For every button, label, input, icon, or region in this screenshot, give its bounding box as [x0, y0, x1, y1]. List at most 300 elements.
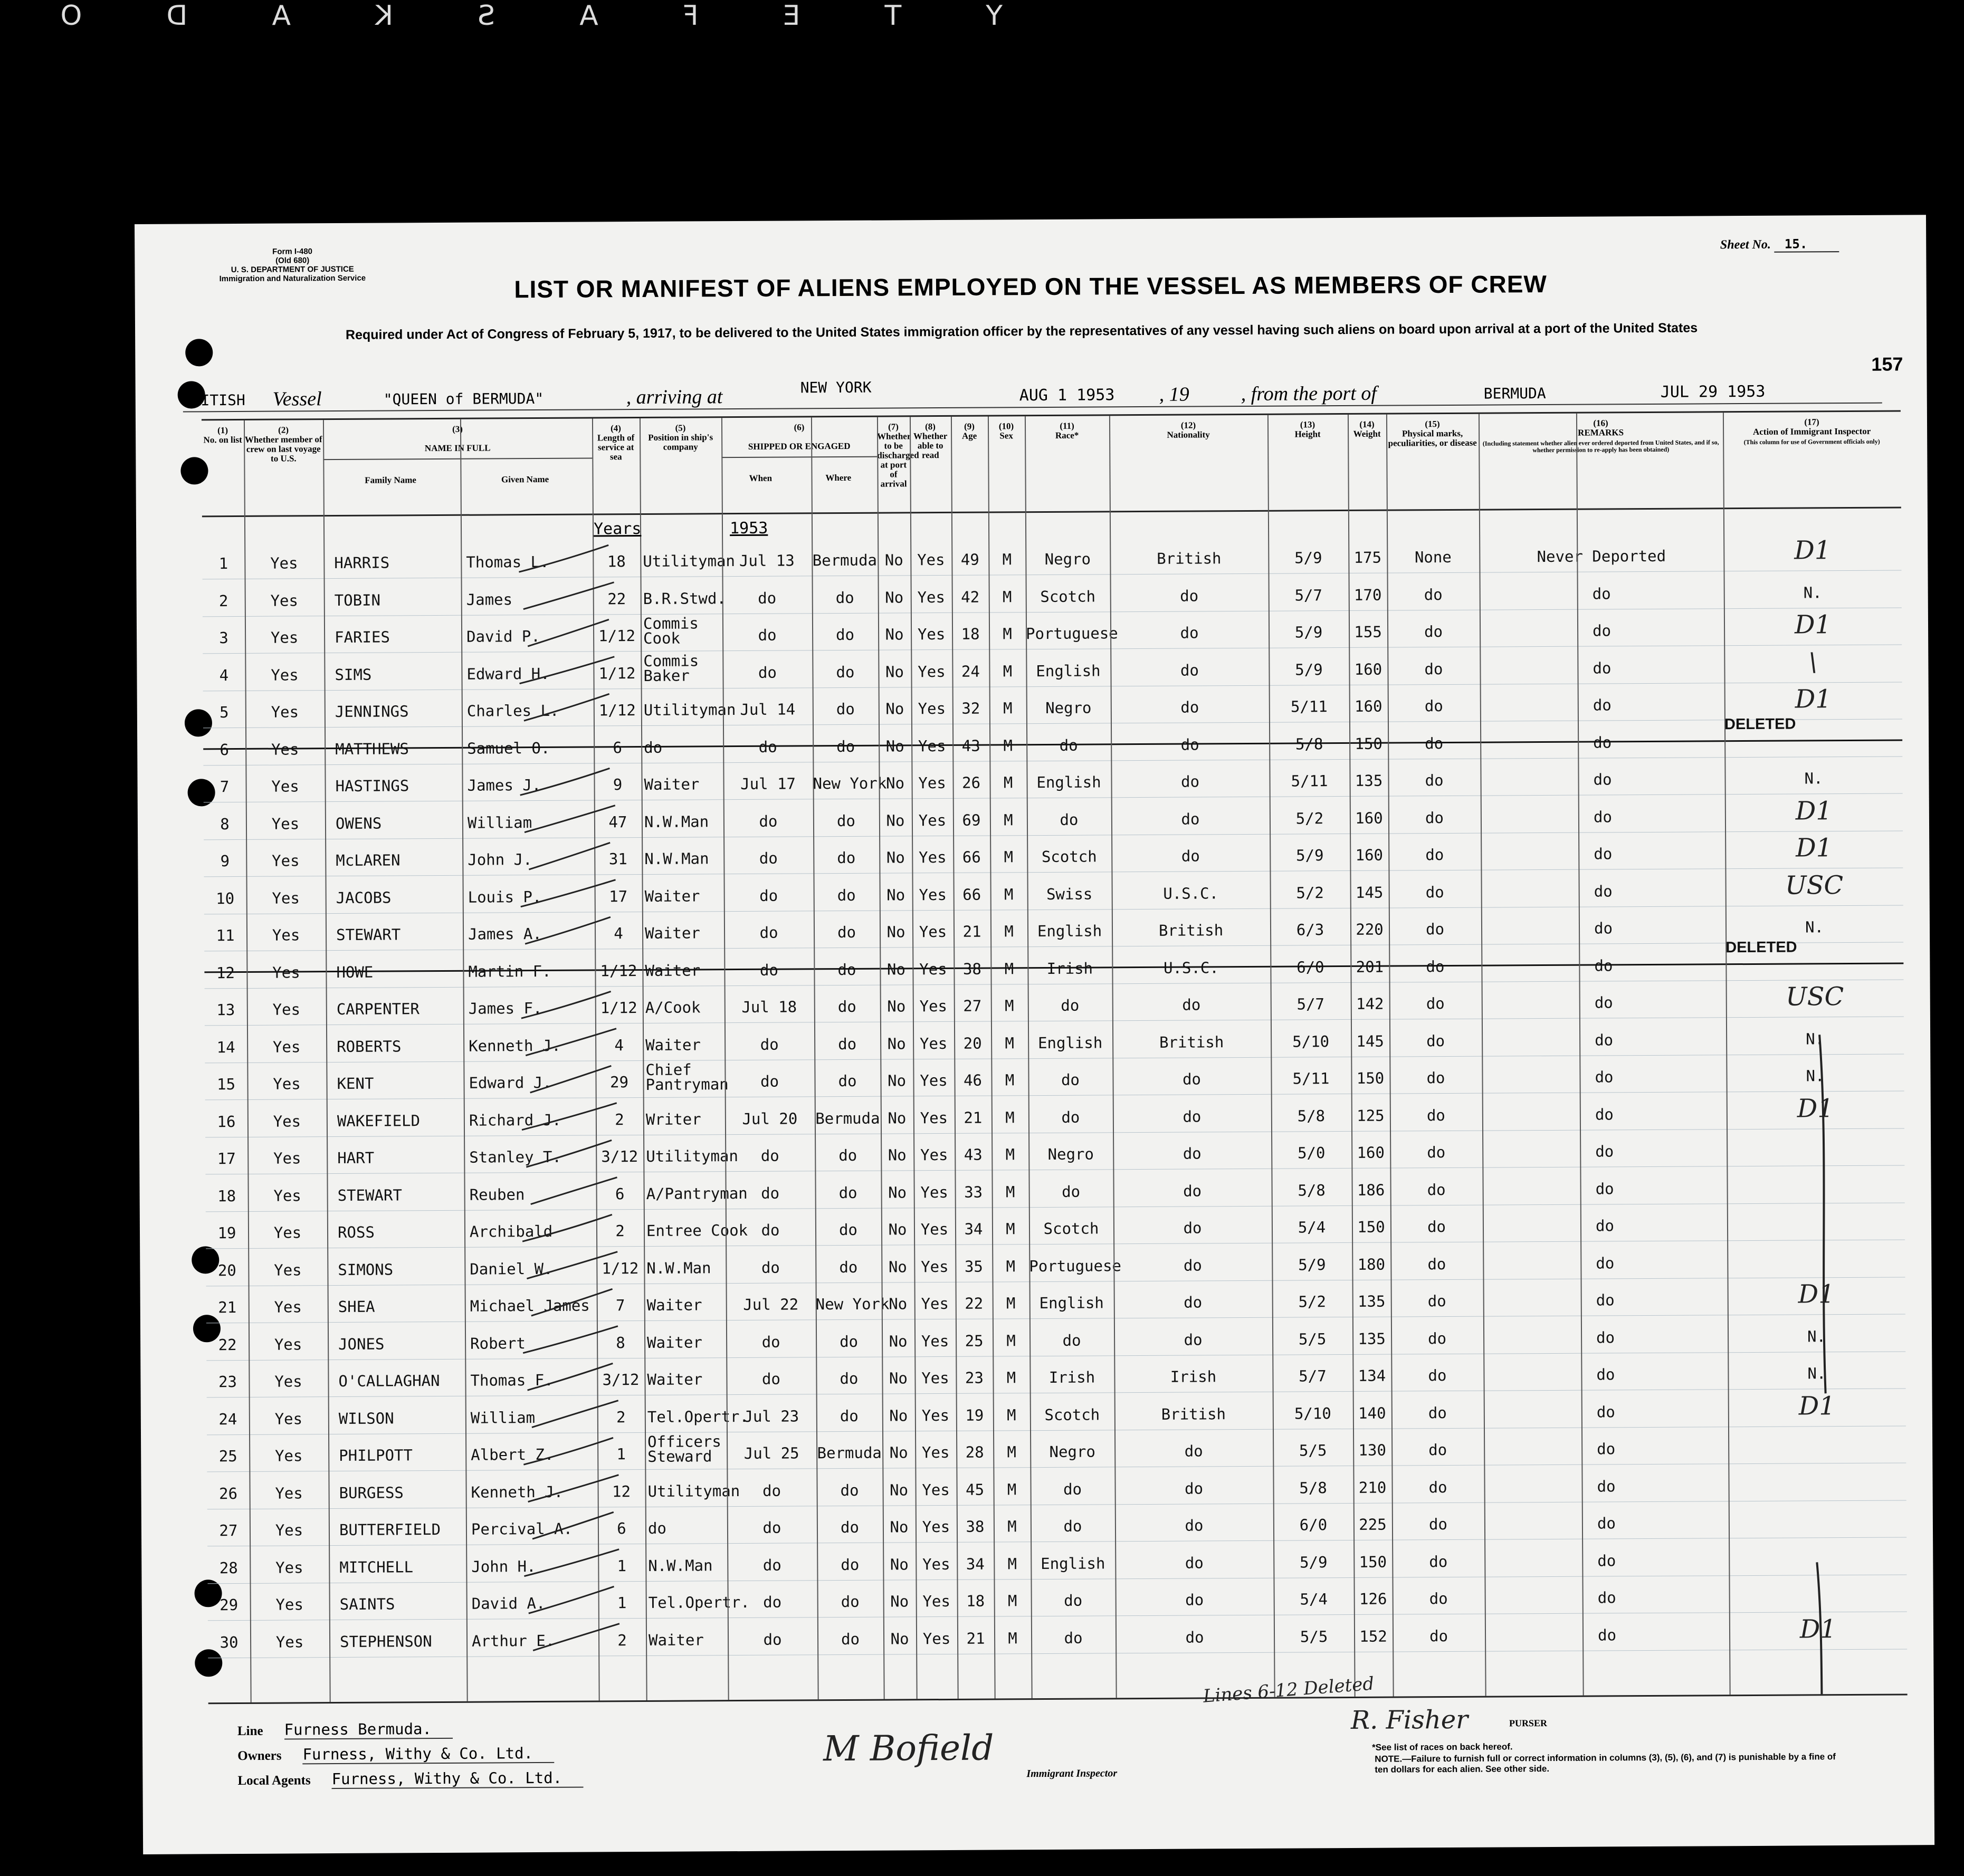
cell-age: 34: [966, 1555, 985, 1573]
cell-position: Waiter: [648, 1630, 704, 1649]
punch-hole: [185, 339, 213, 366]
cell-crew: Yes: [271, 665, 299, 684]
column-label: NAME IN FULL: [323, 443, 592, 460]
cell-age: 26: [962, 773, 981, 792]
cell-sex: M: [1003, 662, 1013, 680]
cell-age: 49: [960, 550, 979, 569]
cell-given: Edward H.: [466, 664, 550, 683]
cell-position: Waiter: [647, 1333, 702, 1352]
cell-family: JENNINGS: [335, 702, 409, 721]
cell-service: 2: [615, 1110, 624, 1128]
cell-race: Scotch: [1040, 587, 1096, 606]
cell-weight: 150: [1357, 1218, 1385, 1236]
check-mark: [527, 1252, 617, 1279]
cell-position: N.W.Man: [644, 849, 709, 868]
cell-discharged: No: [888, 1146, 907, 1164]
cell-marks: do: [1425, 846, 1444, 864]
column-number: (1): [217, 425, 228, 436]
cell-age: 22: [965, 1294, 984, 1313]
cell-crew: Yes: [272, 1037, 301, 1056]
cell-given: Daniel W.: [470, 1259, 553, 1278]
cell-given: James: [466, 590, 513, 609]
cell-height: 5/9: [1294, 623, 1323, 642]
cell-service: 2: [617, 1631, 627, 1649]
cell-service: 1/12: [598, 627, 636, 645]
cell-nationality: do: [1183, 1107, 1202, 1126]
cell-height: 5/11: [1291, 772, 1328, 790]
check-mark: [521, 991, 611, 1018]
cell-read: Yes: [918, 811, 947, 829]
cell-remarks: do: [1595, 1068, 1614, 1086]
cell-discharged: No: [887, 1034, 906, 1053]
cell-remarks: do: [1593, 807, 1612, 826]
cell-read: Yes: [919, 1034, 948, 1052]
cell-given: David P.: [466, 627, 540, 646]
cell-no: 29: [220, 1596, 239, 1614]
cell-read: Yes: [919, 922, 947, 941]
cell-weight: 150: [1356, 1069, 1385, 1087]
cell-sex: M: [1005, 1182, 1015, 1201]
cell-height: 5/9: [1300, 1553, 1328, 1571]
column-label: Whether to be discharged at port of arrival: [877, 431, 919, 489]
cell-given: Kenneth J.: [469, 1036, 561, 1055]
cell-no: 26: [219, 1484, 238, 1502]
cell-no: 3: [219, 629, 228, 647]
cell-race: Negro: [1049, 1442, 1095, 1461]
cell-where: do: [840, 1332, 859, 1351]
cell-sex: M: [1003, 736, 1013, 754]
cell-position: do: [644, 738, 663, 757]
cell-family: McLAREN: [336, 851, 401, 870]
page-number: 157: [1871, 353, 1903, 375]
column-label: Position in ship's company: [648, 432, 713, 452]
cell-where: do: [837, 848, 856, 867]
cell-nationality: do: [1183, 1181, 1202, 1200]
cell-discharged: No: [888, 1257, 907, 1276]
cell-when: do: [759, 923, 778, 942]
cell-nationality: do: [1183, 1256, 1202, 1275]
check-mark: [530, 1178, 617, 1204]
cell-position: Waiter: [646, 1296, 702, 1314]
cell-height: 5/2: [1296, 883, 1324, 902]
cell-family: WAKEFIELD: [337, 1111, 421, 1130]
cell-where: do: [840, 1481, 859, 1499]
check-mark: [527, 1363, 613, 1390]
cell-family: FARIES: [335, 628, 390, 647]
cell-weight: 125: [1357, 1106, 1385, 1125]
cell-given: James F.: [468, 999, 542, 1018]
check-mark: [521, 880, 616, 907]
cell-remarks: do: [1593, 733, 1612, 752]
cell-service: 4: [614, 1036, 624, 1054]
cell-age: 38: [962, 960, 981, 978]
cell-height: 5/11: [1292, 1069, 1330, 1088]
cell-height: 5/0: [1297, 1144, 1326, 1162]
cell-when: do: [758, 589, 777, 607]
column-label: Height: [1294, 429, 1321, 439]
cell-action: N.: [1805, 918, 1824, 936]
cell-family: JONES: [338, 1335, 385, 1353]
cell-weight: 160: [1355, 846, 1384, 864]
cell-age: 18: [961, 625, 980, 643]
position-line: Commis: [643, 651, 699, 670]
cell-no: 14: [216, 1038, 235, 1056]
cell-action: N.: [1806, 1067, 1825, 1085]
cell-race: Scotch: [1041, 847, 1097, 866]
cell-weight: 150: [1359, 1553, 1387, 1571]
cell-remarks: do: [1595, 1217, 1615, 1235]
shipped-year-label: 1953: [729, 519, 768, 538]
cell-nationality: do: [1181, 847, 1200, 865]
position-line: Pantryman: [645, 1075, 729, 1094]
cell-discharged: No: [886, 811, 905, 830]
cell-marks: do: [1428, 1441, 1447, 1459]
cell-discharged: No: [886, 848, 905, 867]
cell-weight: 160: [1357, 1143, 1385, 1162]
cell-age: 46: [963, 1071, 983, 1089]
check-mark: [520, 768, 609, 795]
cell-read: Yes: [919, 997, 948, 1016]
film-code-char: K: [354, 0, 394, 32]
page-subtitle: Required under Act of Congress of February 5, 1917, to be delivered to the United States immigration officer by the representatives of any vessel having such aliens on board upon arrival at a port of the United States: [345, 320, 1698, 342]
cell-height: 5/10: [1294, 1404, 1331, 1423]
cell-read: Yes: [918, 736, 946, 755]
cell-read: Yes: [921, 1257, 949, 1276]
cell-when: do: [758, 663, 777, 682]
cell-where: do: [836, 663, 855, 681]
cell-discharged: No: [890, 1480, 909, 1499]
arriving-label: , arriving at: [626, 386, 723, 409]
column-label: REMARKS: [1578, 427, 1624, 438]
cell-when: do: [760, 1035, 779, 1054]
cell-action: DELETED: [1724, 715, 1796, 733]
cell-age: 35: [964, 1257, 983, 1276]
check-mark: [528, 1475, 618, 1502]
cell-race: English: [1041, 1554, 1105, 1573]
cell-family: O'CALLAGHAN: [338, 1372, 440, 1391]
cell-family: HOWE: [336, 963, 374, 981]
cell-read: Yes: [918, 662, 946, 681]
position-line: Cook: [643, 629, 681, 647]
cell-crew: Yes: [274, 1447, 303, 1465]
cell-weight: 225: [1359, 1515, 1387, 1534]
cell-given: Thomas F.: [470, 1371, 554, 1390]
cell-family: SAINTS: [339, 1595, 395, 1614]
check-mark: [519, 545, 608, 572]
cell-given: Percival A.: [471, 1519, 573, 1538]
cell-service: 31: [608, 850, 627, 868]
cell-discharged: No: [890, 1518, 909, 1536]
cell-family: CARPENTER: [336, 1000, 420, 1019]
cell-height: 5/8: [1299, 1478, 1327, 1497]
cell-when: do: [761, 1258, 780, 1277]
cell-where: do: [838, 1071, 857, 1090]
cell-service: 18: [607, 552, 626, 571]
cell-family: PHILPOTT: [339, 1446, 413, 1465]
column-label: Race*: [1055, 430, 1079, 441]
cell-where: do: [838, 1146, 857, 1165]
cell-marks: do: [1425, 883, 1444, 901]
cell-sex: M: [1006, 1294, 1016, 1313]
cell-no: 2: [218, 591, 228, 610]
cell-height: 5/9: [1295, 660, 1323, 678]
cell-weight: 220: [1356, 920, 1384, 939]
cell-where: do: [837, 886, 856, 904]
cell-height: 6/0: [1299, 1516, 1328, 1534]
film-code-char: D: [145, 0, 188, 32]
check-mark: [519, 657, 614, 684]
cell-read: Yes: [917, 625, 946, 644]
cell-read: Yes: [919, 885, 947, 904]
cell-marks: do: [1428, 1478, 1447, 1496]
cell-family: MITCHELL: [339, 1557, 414, 1576]
cell-discharged: No: [886, 923, 905, 941]
cell-age: 23: [965, 1368, 984, 1387]
cell-service: 1/12: [602, 1259, 639, 1277]
cell-remarks: do: [1597, 1514, 1616, 1533]
cell-nationality: British: [1159, 1032, 1224, 1051]
cell-discharged: No: [885, 662, 904, 681]
film-code-char: Y: [965, 0, 1003, 32]
cell-given: Stanley T.: [469, 1147, 561, 1166]
cell-family: SIMS: [335, 665, 372, 684]
column-number: (5): [675, 423, 686, 433]
column-number: (15): [1425, 419, 1440, 429]
film-code-char: O: [39, 0, 82, 32]
cell-when: Jul 23: [743, 1406, 799, 1425]
cell-marks: do: [1428, 1515, 1447, 1534]
cell-no: 21: [218, 1298, 237, 1317]
cell-race: do: [1061, 996, 1080, 1014]
cell-when: do: [761, 1221, 780, 1239]
film-code-char: S: [456, 0, 495, 32]
column-label: No. on list: [203, 434, 242, 445]
cell-when: do: [758, 626, 777, 644]
cell-position: Waiter: [647, 1370, 703, 1389]
cell-remarks: do: [1593, 770, 1612, 789]
cell-where: do: [836, 811, 855, 830]
cell-race: English: [1037, 1033, 1103, 1052]
cell-weight: 130: [1358, 1441, 1386, 1459]
cell-nationality: do: [1184, 1330, 1203, 1349]
cell-family: SIMONS: [338, 1260, 394, 1279]
cell-given: John J.: [468, 850, 532, 869]
cell-height: 5/10: [1292, 1032, 1330, 1051]
check-mark: [523, 1326, 618, 1353]
cell-no: 23: [218, 1373, 237, 1391]
cell-age: 27: [963, 997, 982, 1015]
cell-service: 2: [615, 1222, 625, 1240]
cell-where: do: [838, 1183, 857, 1202]
cell-weight: 134: [1358, 1366, 1386, 1385]
cell-discharged: No: [884, 551, 903, 569]
check-mark: [528, 619, 609, 646]
cell-sex: M: [1004, 959, 1014, 978]
old-form-number: (Old 680): [275, 256, 310, 265]
cell-race: do: [1059, 736, 1078, 754]
check-mark: [531, 1289, 613, 1316]
cell-service: 2: [616, 1408, 626, 1426]
cell-weight: 160: [1354, 660, 1383, 678]
check-mark: [523, 1438, 613, 1465]
cell-action: D1: [1799, 1614, 1837, 1644]
cell-read: Yes: [922, 1517, 950, 1536]
cell-when: Jul 17: [740, 774, 796, 793]
cell-action: N.: [1807, 1364, 1826, 1383]
cell-marks: do: [1428, 1403, 1447, 1422]
deletion-note: Lines 6-12 Deleted: [1202, 1673, 1375, 1707]
cell-remarks: do: [1592, 584, 1611, 603]
cell-marks: do: [1424, 585, 1443, 604]
column-number: (12): [1180, 420, 1196, 430]
cell-when: do: [759, 886, 778, 905]
sheet-number: [1720, 236, 1839, 252]
cell-crew: Yes: [272, 963, 300, 982]
cell-sex: M: [1008, 1629, 1017, 1647]
line-field: [237, 1720, 453, 1739]
cell-position: Writer: [645, 1109, 701, 1128]
cell-discharged: No: [889, 1406, 908, 1425]
cell-family: HARRIS: [334, 553, 390, 572]
cell-weight: 150: [1355, 734, 1383, 753]
cell-when: do: [760, 1146, 779, 1165]
cell-remarks: do: [1594, 845, 1613, 863]
cell-sex: M: [1007, 1480, 1017, 1498]
check-mark: [529, 843, 610, 869]
cell-marks: do: [1425, 734, 1444, 752]
cell-age: 66: [962, 848, 981, 866]
cell-service: 17: [609, 887, 628, 905]
cell-race: Irish: [1048, 1368, 1095, 1386]
cell-age: 28: [965, 1443, 984, 1461]
cell-action: D1: [1797, 1093, 1834, 1124]
cell-nationality: do: [1180, 735, 1199, 754]
cell-crew: Yes: [274, 1372, 302, 1391]
cell-crew: Yes: [273, 1223, 302, 1242]
cell-action: DELETED: [1725, 939, 1797, 956]
cell-action: D1: [1794, 610, 1832, 640]
cell-marks: do: [1425, 808, 1444, 827]
cell-no: 5: [220, 703, 229, 722]
column-number: (7): [888, 422, 899, 432]
check-mark: [533, 1624, 619, 1651]
cell-weight: 160: [1355, 697, 1383, 715]
cell-crew: Yes: [272, 1000, 301, 1019]
cell-given: Reuben: [469, 1185, 525, 1204]
cell-sex: M: [1003, 773, 1013, 792]
cell-family: JACOBS: [336, 888, 392, 907]
column-label: Weight: [1353, 428, 1381, 439]
cell-position: Waiter: [644, 775, 700, 793]
sheet-label: Sheet No.: [1720, 237, 1771, 252]
cell-height: 5/9: [1298, 1255, 1326, 1274]
cell-weight: 201: [1356, 958, 1384, 976]
cell-position: B.R.Stwd.: [643, 589, 726, 608]
cell-given: Richard J.: [469, 1111, 561, 1130]
cell-crew: Yes: [271, 740, 299, 759]
column-subheader: Family Name: [365, 475, 416, 485]
cell-discharged: No: [885, 588, 904, 607]
cell-height: 5/9: [1294, 549, 1322, 567]
check-mark: [524, 694, 609, 721]
from-port-label: , from the port of: [1241, 382, 1377, 406]
cell-where: do: [836, 625, 855, 644]
cell-service: 1: [616, 1445, 626, 1463]
cell-given: Samuel O.: [467, 739, 550, 758]
cell-marks: do: [1426, 957, 1445, 975]
cell-age: 42: [961, 588, 980, 606]
cell-marks: do: [1427, 1218, 1446, 1236]
cell-read: Yes: [921, 1294, 949, 1313]
cell-crew: Yes: [273, 1186, 301, 1205]
cell-nationality: do: [1180, 661, 1199, 679]
cell-crew: Yes: [274, 1260, 302, 1279]
cell-no: 22: [218, 1335, 237, 1354]
cell-service: 4: [614, 924, 623, 943]
owners-label: Owners: [237, 1748, 282, 1764]
cell-position: A/Cook: [645, 998, 701, 1017]
check-mark: [522, 1214, 612, 1241]
cell-no: 25: [218, 1447, 237, 1466]
cell-action: USC: [1785, 870, 1844, 901]
cell-sex: M: [1004, 922, 1014, 941]
cell-family: ROSS: [337, 1223, 375, 1242]
cell-nationality: British: [1157, 549, 1222, 568]
cell-family: STEPHENSON: [339, 1632, 432, 1651]
cell-marks: do: [1429, 1626, 1448, 1645]
cell-age: 21: [964, 1108, 983, 1127]
cell-crew: Yes: [271, 814, 300, 833]
film-code-char: A: [251, 0, 291, 32]
cell-sex: M: [1007, 1405, 1016, 1424]
cell-action: D1: [1798, 1279, 1835, 1309]
cell-race: English: [1036, 661, 1101, 680]
cell-height: 5/2: [1295, 809, 1324, 827]
cell-height: 6/0: [1296, 958, 1324, 976]
cell-discharged: No: [886, 774, 905, 792]
cell-family: STEWART: [337, 1185, 402, 1204]
cell-age: 19: [965, 1406, 984, 1424]
cell-read: Yes: [921, 1443, 950, 1462]
cell-discharged: No: [885, 736, 904, 755]
check-marks: [202, 411, 1908, 1702]
cell-discharged: No: [888, 1183, 907, 1202]
cell-action: N.: [1803, 583, 1822, 601]
cell-where: do: [837, 997, 856, 1016]
cell-where: Bermuda: [817, 1443, 882, 1462]
cell-when: Jul 22: [743, 1295, 799, 1314]
cell-weight: 155: [1354, 623, 1382, 641]
cell-race: Negro: [1044, 550, 1091, 568]
cell-marks: do: [1426, 1069, 1445, 1087]
cell-read: Yes: [919, 960, 947, 978]
cell-service: 1/12: [600, 961, 637, 980]
cell-where: do: [841, 1555, 860, 1574]
cell-age: 18: [966, 1592, 985, 1610]
cell-where: New York: [815, 1295, 890, 1314]
cell-race: Irish: [1046, 959, 1093, 978]
cell-where: Bermuda: [812, 551, 878, 570]
cell-service: 7: [615, 1296, 625, 1315]
cell-when: do: [763, 1593, 782, 1611]
cell-nationality: do: [1185, 1553, 1204, 1572]
column-number: (6): [794, 422, 805, 433]
column-number: (3): [452, 424, 463, 434]
cell-discharged: No: [887, 997, 906, 1016]
cell-crew: Yes: [272, 926, 300, 944]
vessel-line: [183, 376, 1882, 413]
cell-read: Yes: [920, 1108, 948, 1127]
